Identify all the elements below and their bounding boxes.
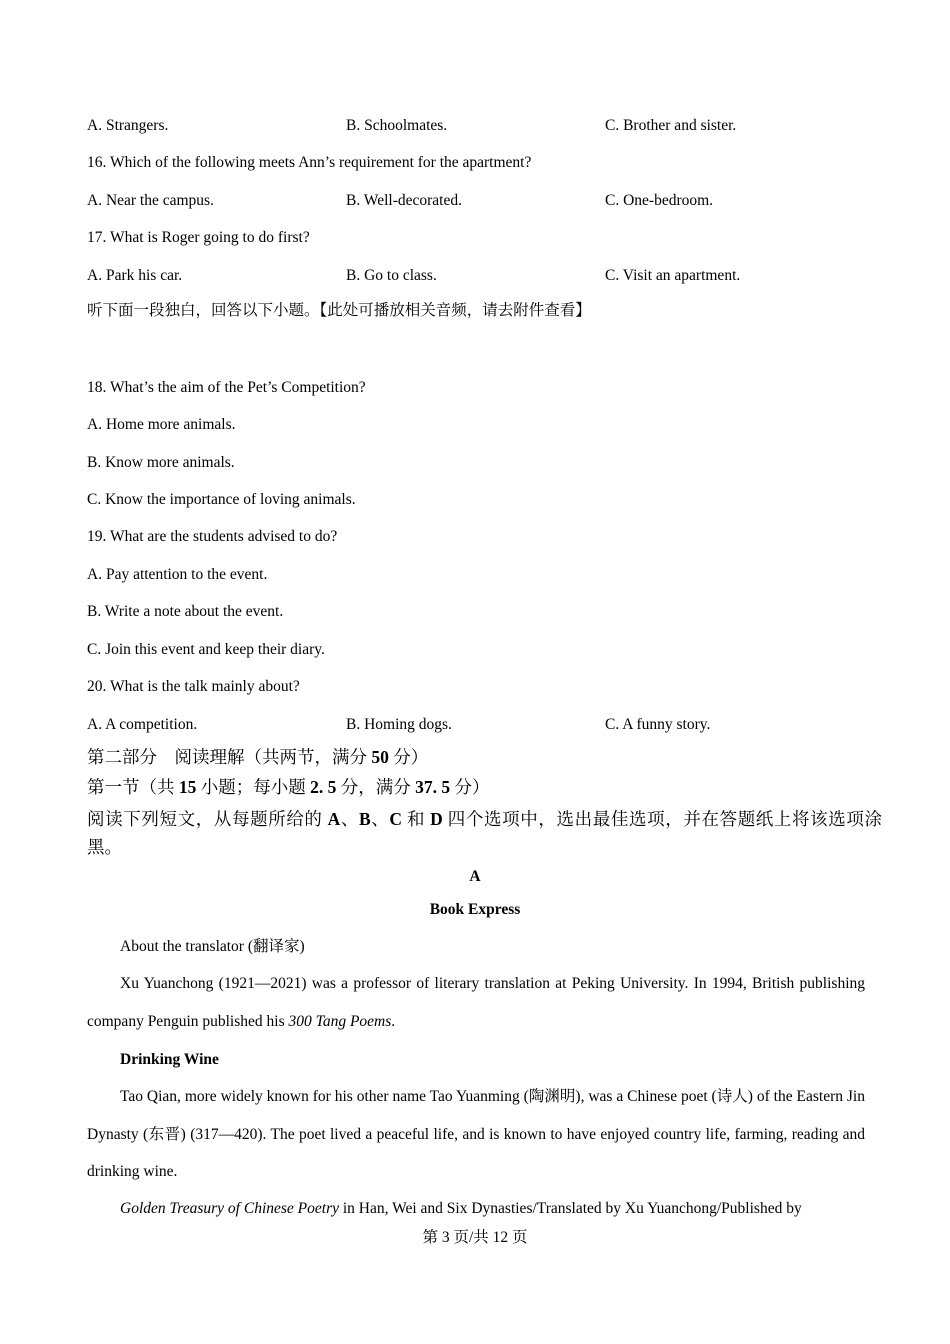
q19-question: 19. What are the students advised to do? [87,528,338,545]
passage-letter: A [469,868,481,885]
subheading-drinking-wine: Drinking Wine [120,1051,219,1068]
q15-option-a: A. Strangers. [87,117,169,134]
q19-option-c: C. Join this event and keep their diary. [87,641,325,658]
page-footer: 第 3 页/共 12 页 [422,1229,528,1246]
q18-option-a: A. Home more animals. [87,416,236,433]
golden-treasury-line: Golden Treasury of Chinese Poetry in Han, Wei and Six Dynasties/Translated by Xu Yuanchong/Published by [120,1200,802,1217]
q19-option-b: B. Write a note about the event. [87,603,284,620]
section1-title: 第一节（共 15 小题；每小题 2. 5 分，满分 37. 5 分） [87,777,490,797]
q16-option-b: B. Well-decorated. [346,192,462,209]
q16-option-a: A. Near the campus. [87,192,214,209]
q17-option-a: A. Park his car. [87,267,183,284]
book-title-300-tang-poems: 300 Tang Poems [288,1012,392,1030]
reading-instruction: 阅读下列短文，从每题所给的 A、B、C 和 D 四个选项中，选出最佳选项，并在答题纸上将该选项涂黑。 [87,809,883,857]
q20-option-c: C. A funny story. [605,716,711,733]
q15-option-b: B. Schoolmates. [346,117,448,134]
q15-option-c: C. Brother and sister. [605,117,737,134]
about-translator: About the translator (翻译家) [120,938,305,955]
q19-option-a: A. Pay attention to the event. [87,566,268,583]
q16-question: 16. Which of the following meets Ann’s requirement for the apartment? [87,154,532,171]
q20-option-b: B. Homing dogs. [346,716,452,733]
monologue-instruction: 听下面一段独白，回答以下小题。【此处可播放相关音频，请去附件查看】 [87,302,591,319]
q20-option-a: A. A competition. [87,716,198,733]
tao-paragraph: Tao Qian, more widely known for his other name Tao Yuanming (陶渊明), was a Chinese poet (诗人) of the Eastern Jin Dynasty (东晋) (317—420). The poet lived a peaceful life, and is known to have enjoyed country life, farming, reading and drinking wine. [87,1088,865,1180]
q20-question: 20. What is the talk mainly about? [87,678,300,695]
part2-title: 第二部分 阅读理解（共两节，满分 50 分） [87,747,429,767]
q16-option-c: C. One-bedroom. [605,192,714,209]
q17-question: 17. What is Roger going to do first? [87,229,310,246]
passage-title: Book Express [429,901,521,918]
q18-question: 18. What’s the aim of the Pet’s Competition? [87,379,366,396]
q17-option-b: B. Go to class. [346,267,437,284]
q18-option-c: C. Know the importance of loving animals. [87,491,356,508]
q18-option-b: B. Know more animals. [87,454,235,471]
q17-option-c: C. Visit an apartment. [605,267,741,284]
xu-paragraph: Xu Yuanchong (1921—2021) was a professor of literary translation at Peking University. In 1994, British publishing company Penguin published his 300 Tang Poems. [87,975,865,1030]
